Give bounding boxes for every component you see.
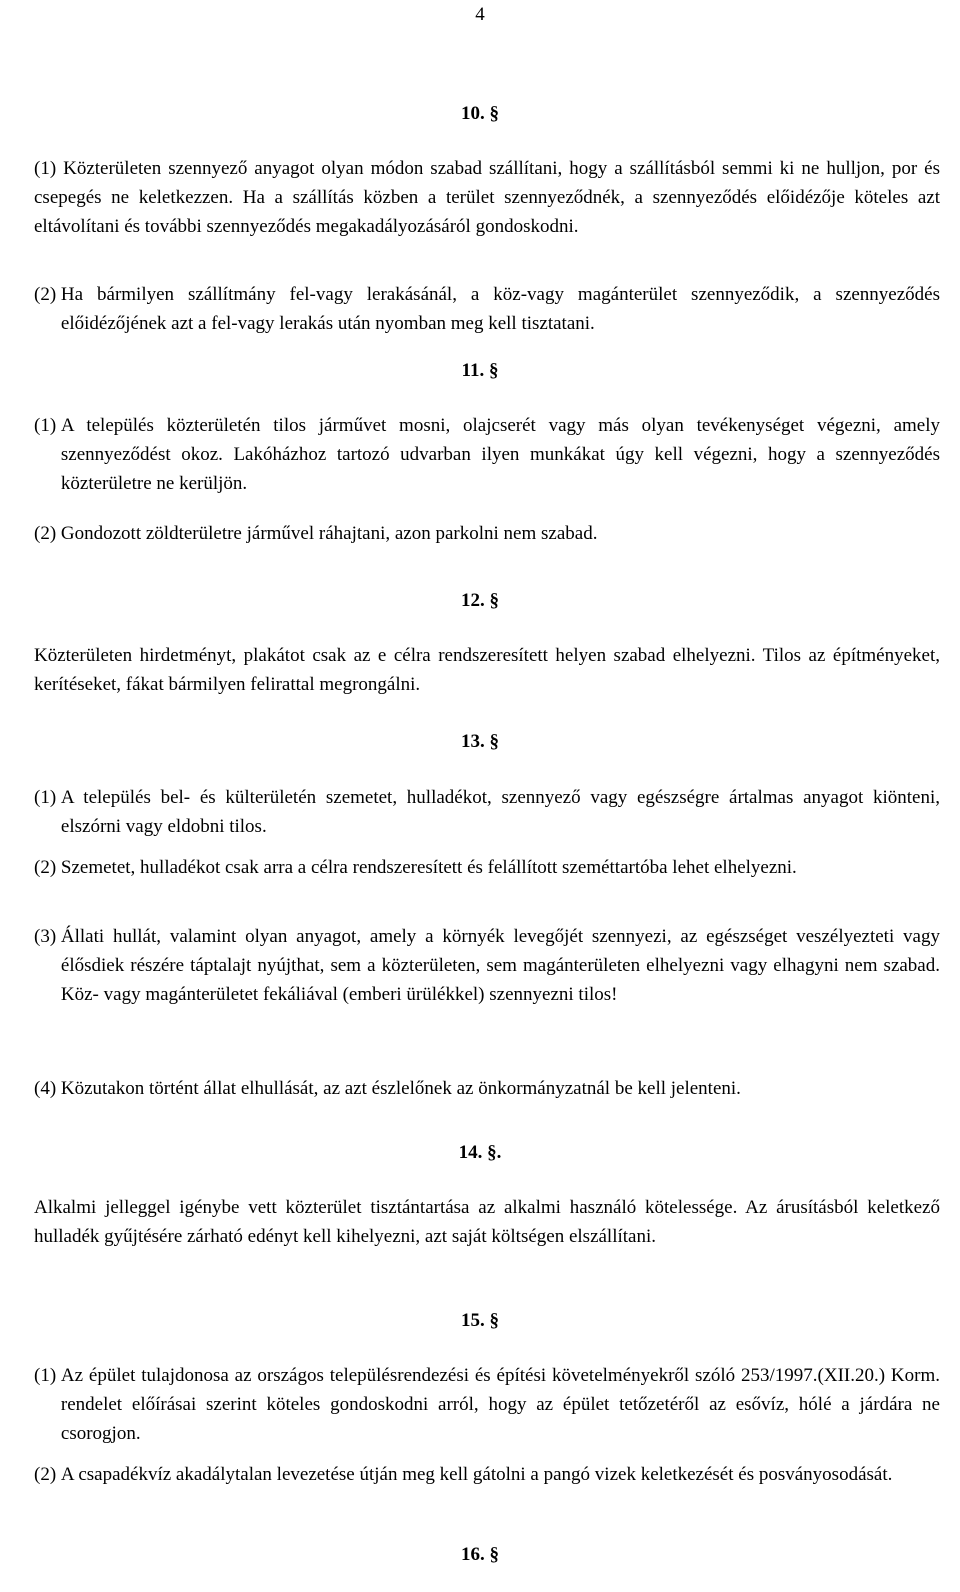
section-15-heading: 15. § [461,1310,499,1331]
paragraph-number: (4) [34,1078,61,1099]
section-13-paragraph-3 [34,922,940,1009]
paragraph-text: Ha bármilyen szállítmány fel-vagy lerakásánál, a köz-vagy magánterület szennyeződik, a szennyeződés előidézőjének azt a fel-vagy lerakás után nyomban meg kell tisztatani. [60,284,940,334]
paragraph-number: (2) [34,284,61,305]
paragraph-number: (1) [34,787,61,808]
section-10-paragraph-2 [34,280,940,338]
section-12-paragraph-1: Közterületen hirdetményt, plakátot csak az e célra rendszeresített helyen szabad elhelyezni. Tilos az építményeket, kerítéseket, fákat bármilyen felirattal megrongálni. [34,645,940,695]
paragraph-number: (2) [34,1464,61,1485]
paragraph-text: A település bel- és külterületén szemetet, hulladékot, szennyező vagy egészségre ártalmas anyagot kiönteni, elszórni vagy eldobni tilos. [60,787,940,837]
section-14-paragraph-1: Alkalmi jelleggel igénybe vett közterület tisztántartása az alkalmi használó kötelessége. Az árusításból keletkező hulladék gyűjtésére zárható edényt kell kihelyezni, azt saját költségen elszállítani. [34,1197,940,1247]
section-14-heading: 14. §. [458,1142,502,1163]
section-11-heading: 11. § [461,360,499,381]
paragraph-number: (2) [34,857,61,878]
section-11-paragraph-2: (2) Gondozott zöldterületre járművel ráhajtani, azon parkolni nem szabad. [34,523,598,544]
section-10-paragraph-1: (1) Közterületen szennyező anyagot olyan módon szabad szállítani, hogy a szállításból semmi ki ne hulljon, por és csepegés ne keletkezzen. Ha a szállítás közben a terület szennyeződnék, a szennyeződés előidézője köteles azt eltávolítani és további szennyeződés megakadályozásáról gondoskodni. [34,158,940,237]
section-13-paragraph-4 [34,1074,940,1103]
section-13-paragraph-2 [34,853,940,882]
section-10-heading: 10. § [461,103,499,124]
paragraph-text: A csapadékvíz akadálytalan levezetése útján meg kell gátolni a pangó vizek keletkezését és posványosodását. [60,1464,893,1485]
section-15-paragraph-1 [34,1361,940,1448]
paragraph-number: (1) [34,415,61,436]
paragraph-text: Szemetet, hulladékot csak arra a célra rendszeresített és felállított szeméttartóba lehet elhelyezni. [60,857,797,878]
section-16-heading: 16. § [461,1544,499,1565]
section-13-paragraph-1 [34,783,940,841]
page-number: 4 [475,4,485,25]
paragraph-number: (3) [34,926,61,947]
paragraph-text: A település közterületén tilos járművet mosni, olajcserét vagy más olyan tevékenységet végezni, amely szennyeződést okoz. Lakóházhoz tartozó udvarban ilyen munkákat úgy kell végezni, hogy a szennyeződés közterületre ne kerüljön. [60,415,940,494]
section-13-heading: 13. § [461,731,499,752]
paragraph-number: (1) [34,1365,61,1386]
paragraph-text: Közutakon történt állat elhullását, az azt észlelőnek az önkormányzatnál be kell jelenteni. [60,1078,741,1099]
section-11-paragraph-1 [34,411,940,498]
section-12-heading: 12. § [461,590,499,611]
section-15-paragraph-2 [34,1460,940,1489]
paragraph-text: Állati hullát, valamint olyan anyagot, amely a környék levegőjét szennyezi, az egészséget veszélyezteti vagy élősdiek részére táptalajt nyújthat, sem a közterületen, sem magánterületen elhelyezni vagy elhagyni nem szabad. Köz- vagy magánterületet fekáliával (emberi ürülékkel) szennyezni tilos! [60,926,940,1005]
paragraph-text: Az épület tulajdonosa az országos településrendezési és építési követelményekről szóló 253/1997.(XII.20.) Korm. rendelet előírásai szerint köteles gondoskodni arról, hogy az épület tetőzetéről az esővíz, hólé a járdára ne csorogjon. [60,1365,940,1444]
